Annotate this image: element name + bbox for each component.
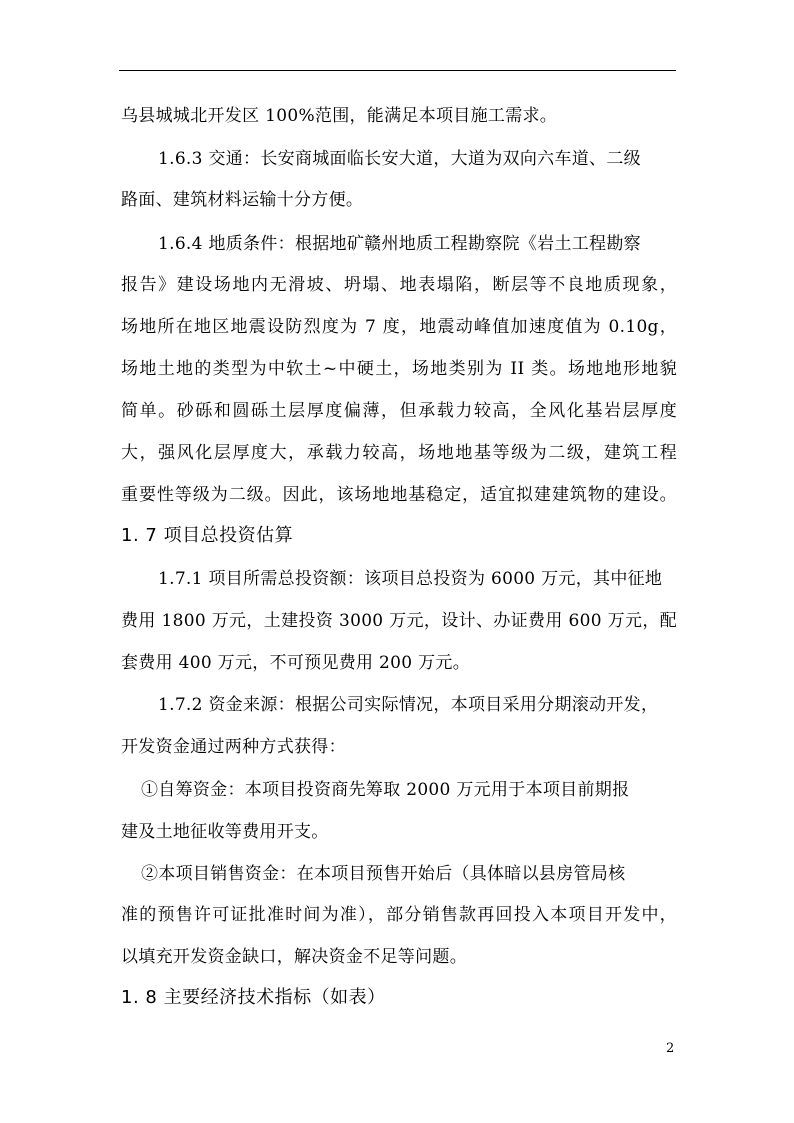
section-heading: 1. 7 项目总投资估算 [121,525,294,546]
body-line: 场地土地的类型为中软土~中硬土，场地类别为 II 类。场地地形地貌 [121,359,677,379]
body-line: 套费用 400 万元，不可预见费用 200 万元。 [121,653,471,673]
body-line: 开发资金通过两种方式获得： [121,737,346,757]
page-number: 2 [666,1041,675,1056]
body-line: 以填充开发资金缺口，解决资金不足等问题。 [121,947,467,967]
body-line: 费用 1800 万元，土建投资 3000 万元，设计、办证费用 600 万元，配 [121,611,677,631]
body-line: 1.7.1 项目所需总投资额：该项目总投资为 6000 万元，其中征地 [158,569,663,589]
body-line: 简单。砂砾和圆砾土层厚度偏薄，但承载力较高，全风化基岩层厚度 [121,401,677,421]
section-heading: 1. 8 主要经济技术指标（如表） [121,987,386,1008]
body-line: 路面、建筑材料运输十分方便。 [121,190,364,210]
body-line: 1.6.4 地质条件：根据地矿赣州地质工程勘察院《岩土工程勘察 [158,234,641,254]
body-line: ②本项目销售资金：在本项目预售开始后（具体暗以县房管局核 [141,864,626,884]
body-line: 大，强风化层厚度大，承载力较高，场地地基等级为二级，建筑工程 [121,443,677,463]
body-line: 报告》建设场地内无滑坡、坍塌、地表塌陷，断层等不良地质现象， [121,275,677,295]
body-line: 1.7.2 资金来源：根据公司实际情况，本项目采用分期滚动开发， [158,695,659,715]
body-line: ①自筹资金：本项目投资商先筹取 2000 万元用于本项目前期报 [141,780,630,800]
body-line: 场地所在地区地震设防烈度为 7 度，地震动峰值加速度值为 0.10g， [121,317,677,337]
body-line: 重要性等级为二级。因此，该场地地基稳定，适宜拟建建筑物的建设。 [121,485,677,505]
body-line: 建及土地征收等费用开支。 [121,822,329,842]
body-line: 乌县城城北开发区 100%范围，能满足本项目施工需求。 [121,106,558,126]
body-line: 1.6.3 交通：长安商城面临长安大道，大道为双向六车道、二级 [158,149,641,169]
header-rule [119,70,676,71]
body-line: 准的预售许可证批准时间为准），部分销售款再回投入本项目开发中， [121,905,677,925]
